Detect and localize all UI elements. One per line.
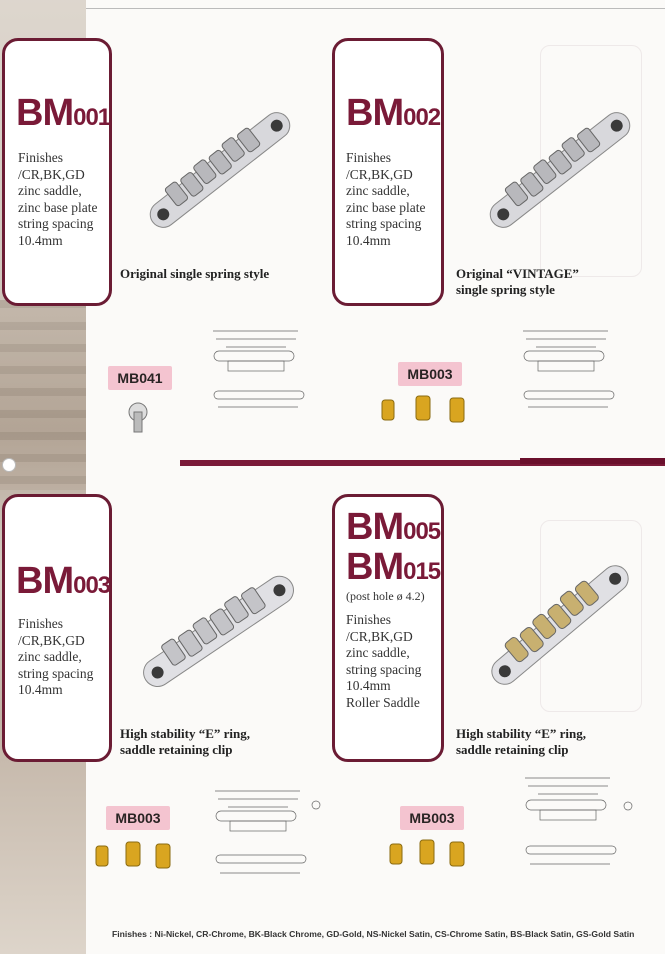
- bridge-photo-bm005: [470, 530, 650, 710]
- gold-screws-photo: [90, 836, 190, 876]
- model-title-bm001: [16, 92, 110, 135]
- screw-photo: [118, 396, 158, 436]
- model-title-bm005: [346, 506, 440, 549]
- bridge-photo-bm003: [125, 540, 310, 710]
- model-number: 001: [73, 104, 111, 131]
- bridge-photo-bm001: [130, 75, 310, 255]
- model-title-bm003: [16, 560, 110, 603]
- accessory-badge: MB003: [106, 806, 170, 830]
- technical-drawing: [190, 785, 335, 880]
- model-number: 005: [403, 518, 441, 545]
- model-number: 002: [403, 104, 441, 131]
- spec-text-bm003: Finishes /CR,BK,GD zinc saddle, string spacing 10.4mm: [18, 616, 94, 697]
- technical-drawing: [188, 325, 328, 415]
- divider-dot: [2, 458, 16, 472]
- finishes-legend: Finishes : Ni-Nickel, CR-Chrome, BK-Black Chrome, GD-Gold, NS-Nickel Satin, CS-Chrome Satin, BS-Black Satin, GS-Gold Satin: [112, 929, 635, 939]
- model-prefix: BM: [346, 92, 404, 134]
- model-prefix: BM: [16, 92, 74, 134]
- accessory-badge: MB003: [398, 362, 462, 386]
- spec-text-bm002: Finishes /CR,BK,GD zinc saddle, zinc base plate string spacing 10.4mm: [346, 150, 426, 248]
- technical-drawing: [498, 325, 638, 415]
- post-hole-note: (post hole ø 4.2): [346, 589, 425, 603]
- bridge-photo-bm002: [470, 75, 650, 255]
- model-number: 003: [73, 572, 111, 599]
- section-divider-accent: [520, 458, 665, 464]
- spec-text-bm001: Finishes /CR,BK,GD zinc saddle, zinc base plate string spacing 10.4mm: [18, 150, 98, 248]
- accessory-badge: MB041: [108, 366, 172, 390]
- model-title-bm015: [346, 546, 440, 589]
- model-title-bm002: [346, 92, 440, 135]
- spec-text-bm005: Finishes /CR,BK,GD zinc saddle, string spacing 10.4mm Roller Saddle: [346, 612, 422, 710]
- caption-bm001: Original single spring style: [120, 266, 270, 281]
- accessory-badge: MB003: [400, 806, 464, 830]
- caption-bm003: High stability “E” ring, saddle retaining clip: [120, 726, 251, 757]
- gold-screws-photo: [384, 834, 484, 874]
- caption-bm002: Original “VINTAGE” single spring style: [456, 266, 579, 297]
- top-rule: [86, 8, 665, 9]
- model-prefix: BM: [16, 560, 74, 602]
- model-prefix: BM: [346, 546, 404, 588]
- technical-drawing: [500, 772, 650, 872]
- gold-screws-photo: [376, 390, 476, 430]
- model-prefix: BM: [346, 506, 404, 548]
- caption-bm005: High stability “E” ring, saddle retaining clip: [456, 726, 587, 757]
- model-number: 015: [403, 558, 441, 585]
